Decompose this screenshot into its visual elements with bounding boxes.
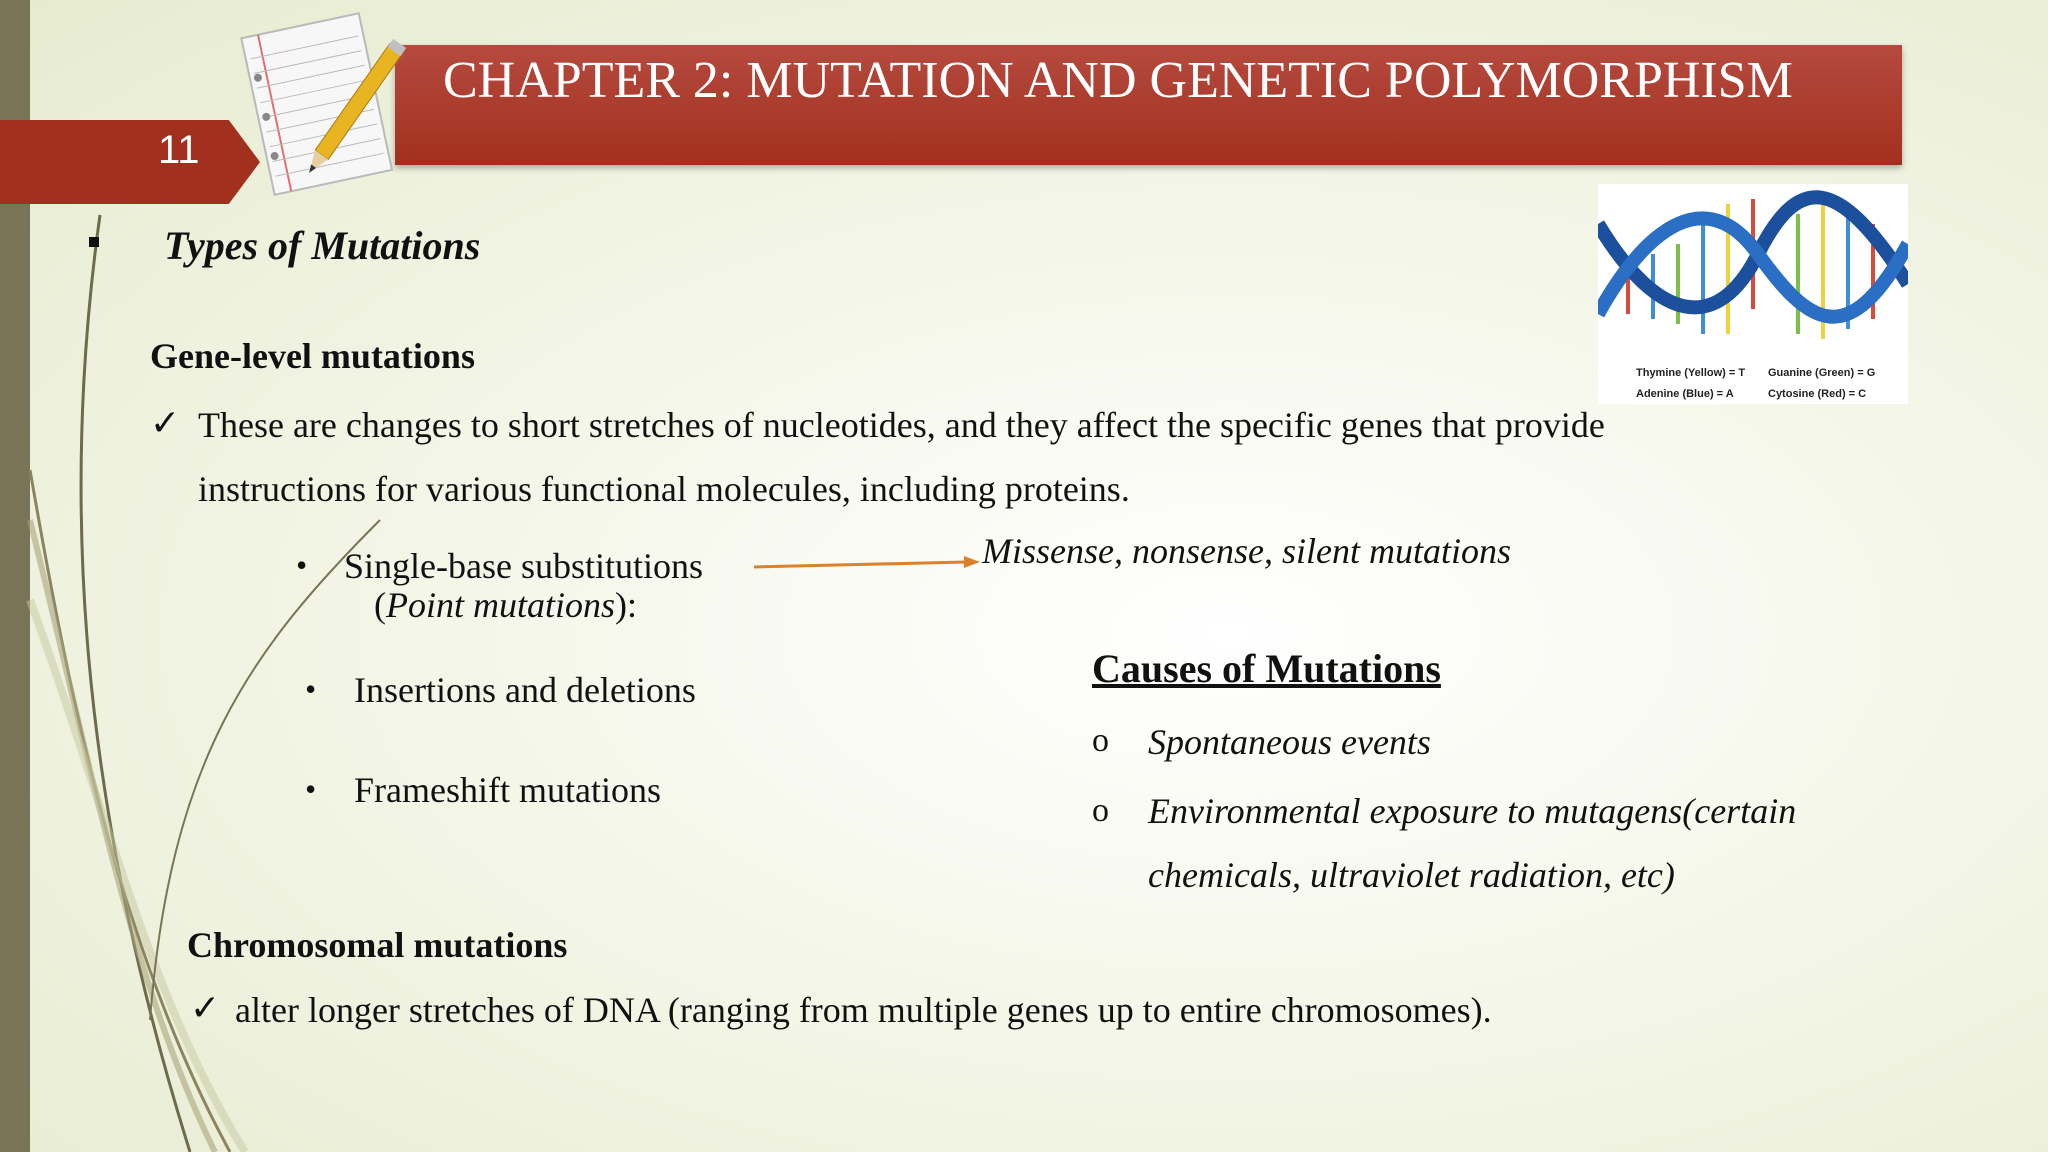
chromosomal-label: Chromosomal mutations xyxy=(187,925,568,965)
point-mutation-types: Missense, nonsense, silent mutations xyxy=(982,531,1511,571)
title-bar xyxy=(395,45,1902,165)
gene-level-description-line1: These are changes to short stretches of nucleotides, and they affect the specific genes that provide xyxy=(198,405,1605,445)
list-item-single-base: Single-base substitutions xyxy=(344,546,703,586)
check-icon: ✓ xyxy=(150,403,181,443)
bullet-icon: • xyxy=(305,771,317,807)
slide-number: 11 xyxy=(158,128,200,172)
list-item-frameshift: Frameshift mutations xyxy=(354,770,661,810)
slide-number-tab xyxy=(0,120,260,204)
list-item-point-mutations: (Point mutations): xyxy=(374,585,638,625)
gene-level-label: Gene-level mutations xyxy=(150,336,475,376)
dna-legend-adenine: Adenine (Blue) = A xyxy=(1636,388,1734,400)
chromosomal-description: alter longer stretches of DNA (ranging from multiple genes up to entire chromosomes). xyxy=(235,990,1492,1030)
cause-spontaneous: Spontaneous events xyxy=(1148,722,1431,762)
gene-level-description-line2: instructions for various functional molecules, including proteins. xyxy=(198,469,1130,509)
square-bullet-icon xyxy=(89,237,99,247)
dna-helix-icon xyxy=(1598,184,1908,354)
list-item-insertions-deletions: Insertions and deletions xyxy=(354,670,696,710)
slide-title: CHAPTER 2: MUTATION AND GENETIC POLYMORPHISM xyxy=(443,52,1793,109)
bullet-icon: • xyxy=(296,547,308,583)
dna-legend-cytosine: Cytosine (Red) = C xyxy=(1768,388,1867,400)
cause-environmental-line1: Environmental exposure to mutagens(certain xyxy=(1148,791,1797,831)
dna-legend-thymine: Thymine (Yellow) = T xyxy=(1636,367,1746,379)
circle-bullet-icon: o xyxy=(1092,722,1109,759)
check-icon: ✓ xyxy=(190,988,221,1028)
cause-environmental-line2: chemicals, ultraviolet radiation, etc) xyxy=(1148,855,1675,895)
causes-title: Causes of Mutations xyxy=(1092,646,1441,691)
notepad-pencil-icon xyxy=(232,5,412,205)
circle-bullet-icon: o xyxy=(1092,792,1109,829)
arrow-icon xyxy=(752,552,982,576)
bullet-icon: • xyxy=(305,671,317,707)
dna-helix-image xyxy=(1598,184,1908,404)
dna-legend-guanine: Guanine (Green) = G xyxy=(1768,367,1876,379)
heading-types-of-mutations: Types of Mutations xyxy=(164,223,481,268)
